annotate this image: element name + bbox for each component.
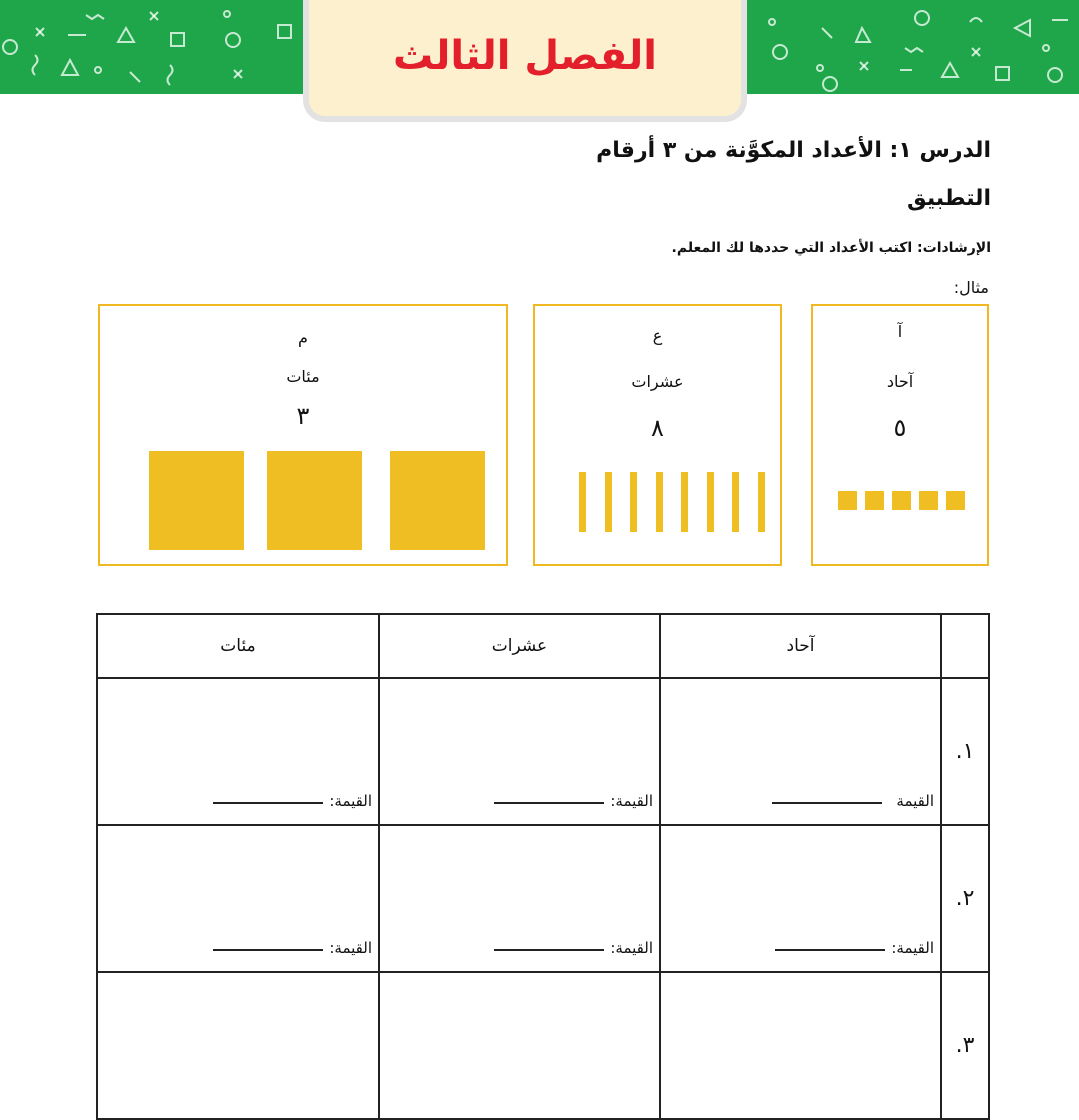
hundreds-letter: م bbox=[298, 328, 308, 347]
tens-name: عشرات bbox=[631, 372, 684, 391]
row-number: ١. bbox=[941, 678, 989, 825]
header-hundreds: مئات bbox=[97, 614, 379, 678]
value-field[interactable] bbox=[494, 792, 653, 810]
tens-letter: ع bbox=[652, 326, 663, 345]
header-tens: عشرات bbox=[379, 614, 660, 678]
unit-cube bbox=[919, 491, 938, 510]
value-label: القيمة: bbox=[329, 792, 372, 810]
ten-rod bbox=[732, 472, 739, 532]
lesson-title: الدرس ١: الأعداد المكوَّنة من ٣ أرقام bbox=[596, 138, 991, 163]
table-row bbox=[97, 825, 989, 972]
ten-rod bbox=[630, 472, 637, 532]
value-field[interactable] bbox=[213, 939, 372, 957]
ones-cell[interactable] bbox=[660, 678, 941, 825]
ten-rod bbox=[656, 472, 663, 532]
value-label: القيمة: bbox=[610, 939, 653, 957]
answer-line[interactable] bbox=[494, 948, 604, 951]
ten-rod bbox=[605, 472, 612, 532]
table-row bbox=[97, 678, 989, 825]
hundreds-cell[interactable] bbox=[97, 678, 379, 825]
tens-cell[interactable] bbox=[379, 678, 660, 825]
value-field[interactable] bbox=[772, 792, 934, 810]
ones-name: آحاد bbox=[886, 372, 914, 391]
chapter-title: الفصل الثالث bbox=[392, 33, 657, 79]
chapter-title-tab bbox=[303, 0, 747, 122]
value-label: القيمة: bbox=[329, 939, 372, 957]
answer-line[interactable] bbox=[775, 948, 885, 951]
table-row bbox=[97, 972, 989, 1119]
ones-cell[interactable] bbox=[660, 825, 941, 972]
ones-digit: ٥ bbox=[893, 414, 907, 442]
instructions-text: الإرشادات: اكتب الأعداد التي حددها لك المعلم. bbox=[671, 240, 991, 256]
header-ones: آحاد bbox=[660, 614, 941, 678]
hundred-flat bbox=[267, 451, 362, 550]
unit-cube bbox=[946, 491, 965, 510]
tens-cell[interactable] bbox=[379, 825, 660, 972]
ones-cell[interactable] bbox=[660, 972, 941, 1119]
hundreds-digit: ٣ bbox=[296, 402, 310, 430]
section-title: التطبيق bbox=[906, 186, 991, 211]
answer-line[interactable] bbox=[213, 801, 323, 804]
ten-rod bbox=[579, 472, 586, 532]
ten-rod bbox=[681, 472, 688, 532]
ones-example-box bbox=[811, 304, 989, 566]
header-corner bbox=[941, 614, 989, 678]
answer-line[interactable] bbox=[494, 801, 604, 804]
value-field[interactable] bbox=[775, 939, 934, 957]
ten-rod bbox=[707, 472, 714, 532]
example-label: مثال: bbox=[953, 278, 989, 297]
hundred-flat bbox=[149, 451, 244, 550]
hundreds-cell[interactable] bbox=[97, 825, 379, 972]
tens-digit: ٨ bbox=[651, 414, 664, 442]
tens-cell[interactable] bbox=[379, 972, 660, 1119]
hundred-flat bbox=[390, 451, 485, 550]
unit-cube bbox=[892, 491, 911, 510]
value-label: القيمة: bbox=[610, 792, 653, 810]
ten-rod bbox=[758, 472, 765, 532]
ones-letter: آ bbox=[897, 322, 903, 341]
table-header-row bbox=[97, 614, 989, 678]
value-label: القيمة: bbox=[891, 939, 934, 957]
tens-example-box bbox=[533, 304, 782, 566]
row-number: ٣. bbox=[941, 972, 989, 1119]
place-value-table bbox=[96, 613, 990, 1120]
value-field[interactable] bbox=[494, 939, 653, 957]
row-number: ٢. bbox=[941, 825, 989, 972]
unit-cube bbox=[838, 491, 857, 510]
value-field[interactable] bbox=[213, 792, 372, 810]
hundreds-cell[interactable] bbox=[97, 972, 379, 1119]
hundreds-name: مئات bbox=[286, 367, 320, 386]
value-label: القيمة bbox=[896, 792, 934, 810]
unit-cube bbox=[865, 491, 884, 510]
answer-line[interactable] bbox=[772, 801, 882, 804]
answer-line[interactable] bbox=[213, 948, 323, 951]
hundreds-example-box bbox=[98, 304, 508, 566]
